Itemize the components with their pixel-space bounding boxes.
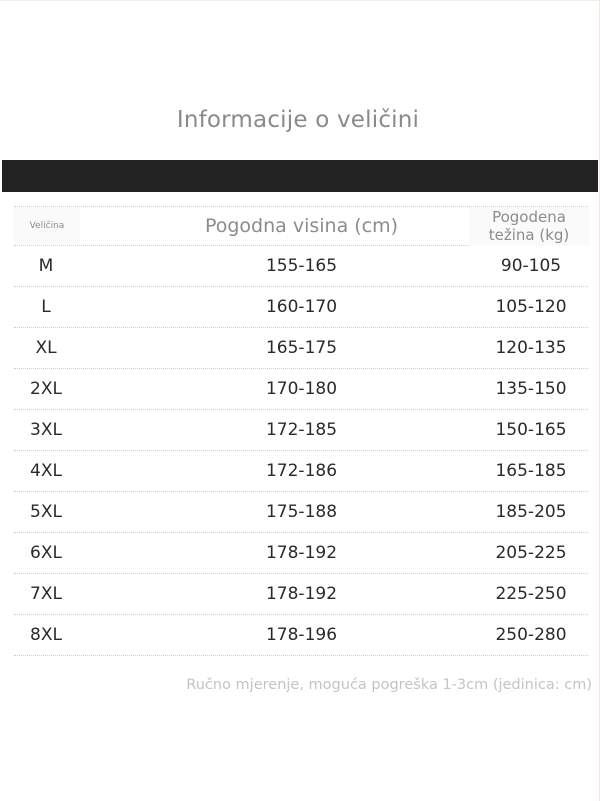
header-weight-line1: Pogodena [492, 208, 566, 226]
table-row [14, 615, 588, 656]
table-row [14, 451, 588, 492]
cell-weight: 90-105 [500, 256, 562, 276]
page-title: Informacije o veličini [176, 107, 420, 133]
table-header [14, 206, 588, 246]
header-weight [469, 207, 589, 246]
cell-size: 5XL [30, 502, 62, 522]
table-row [14, 574, 588, 615]
cell-height: 170-180 [265, 379, 338, 399]
cell-size: 8XL [30, 625, 62, 645]
table-row [14, 287, 588, 328]
cell-height: 155-165 [265, 256, 338, 276]
cell-weight: 135-150 [495, 379, 567, 399]
cell-weight: 205-225 [495, 543, 567, 563]
cell-weight: 150-165 [495, 420, 567, 440]
cell-weight: 105-120 [495, 297, 567, 317]
table-row [14, 246, 588, 287]
cell-height: 172-185 [265, 420, 338, 440]
table-row [14, 369, 588, 410]
cell-height: 178-192 [265, 584, 338, 604]
cell-weight: 250-280 [495, 625, 567, 645]
cell-size: 3XL [30, 420, 62, 440]
cell-height: 175-188 [265, 502, 338, 522]
cell-height: 165-175 [265, 338, 338, 358]
header-size: Veličina [14, 207, 80, 245]
cell-weight: 120-135 [495, 338, 567, 358]
cell-height: 160-170 [265, 297, 338, 317]
cell-weight: 225-250 [495, 584, 567, 604]
table-row [14, 328, 588, 369]
cell-weight: 185-205 [495, 502, 567, 522]
size-chart-table [14, 206, 588, 656]
cell-weight: 165-185 [495, 461, 567, 481]
cell-size: 6XL [30, 543, 62, 563]
cell-size: M [38, 256, 54, 276]
cell-size: XL [35, 338, 57, 358]
table-row [14, 410, 588, 451]
header-bar [2, 160, 598, 192]
table-row [14, 533, 588, 574]
cell-size: 4XL [30, 461, 62, 481]
table-row [14, 492, 588, 533]
cell-height: 178-196 [265, 625, 338, 645]
cell-height: 172-186 [265, 461, 338, 481]
cell-size: L [41, 297, 51, 317]
cell-size: 7XL [30, 584, 62, 604]
measurement-note: Ručno mjerenje, moguća pogreška 1-3cm (jedinica: cm) [186, 677, 592, 693]
cell-height: 178-192 [265, 543, 338, 563]
header-weight-line2: težina (kg) [488, 226, 570, 244]
cell-size: 2XL [30, 379, 62, 399]
header-height: Pogodna visina (cm) [204, 215, 399, 237]
